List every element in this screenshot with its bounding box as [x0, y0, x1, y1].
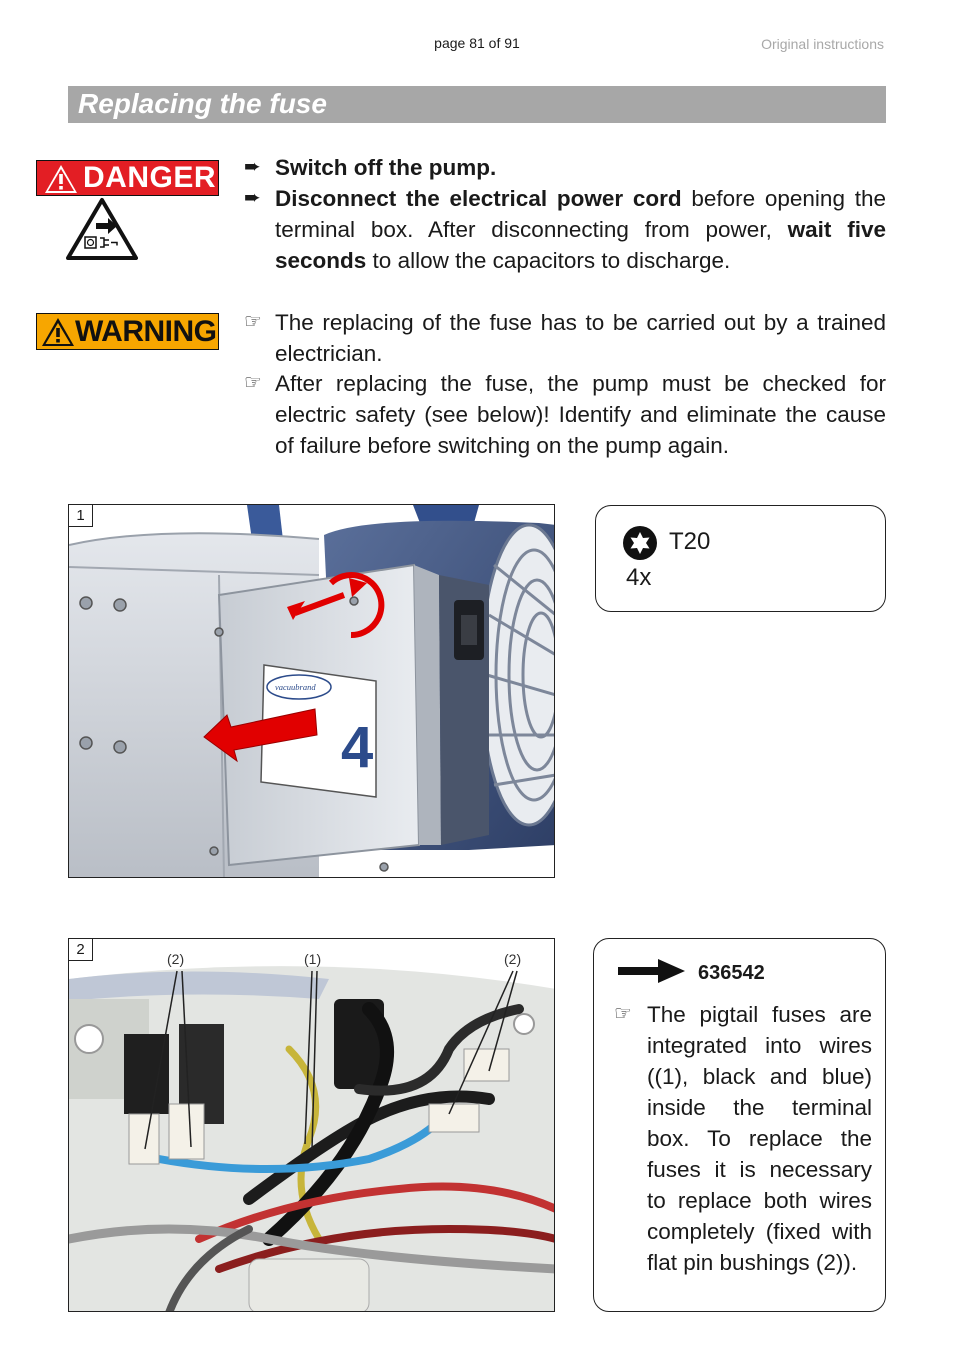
danger-step-2 [244, 183, 886, 276]
danger-text: DANGER [83, 161, 217, 194]
figure-2-terminal-box-photo [68, 938, 555, 1312]
terminal-box-illustration [69, 939, 555, 1312]
figure-number: 1 [69, 505, 93, 527]
arrow-right-icon [618, 958, 686, 984]
warning-text: WARNING [75, 315, 217, 348]
arrow-marker-icon: ➨ [244, 187, 261, 209]
note-text: The pigtail fuses are integrated into wires ((1), black and blue) inside the terminal box. To replace the fuses it is necessary to replace both wires completely (fixed with flat pin bushings (2)). [647, 1002, 872, 1275]
callout-label: (1) [304, 951, 322, 967]
warning-note-2 [244, 368, 886, 461]
step-text: before opening the terminal box. After disconnecting from power, [275, 186, 886, 242]
section-header [68, 86, 886, 123]
step-text-bold: Disconnect the electrical power cord [275, 186, 682, 211]
part-number: 636542 [698, 962, 765, 984]
document-type: Original instructions [761, 36, 884, 52]
danger-label [36, 160, 219, 196]
section-title: Replacing the fuse [78, 88, 327, 119]
warning-triangle-icon [41, 317, 75, 347]
disconnect-power-icon [66, 197, 138, 261]
step-text-2: to allow the capacitors to discharge. [366, 248, 731, 273]
model-digit: 4 [341, 715, 374, 780]
tool-count: 4x [626, 564, 652, 591]
tool-requirement-box [595, 505, 886, 612]
pump-illustration [69, 505, 555, 878]
warning-label [36, 313, 219, 350]
warning-note-1 [244, 307, 886, 369]
figure-1-pump-photo [68, 504, 555, 878]
arrow-marker-icon: ➨ [244, 156, 261, 178]
callout-label: (2) [167, 951, 185, 967]
spare-part-note [614, 999, 872, 1278]
figure-number: 2 [69, 939, 93, 961]
pointing-hand-icon: ☞ [244, 311, 262, 333]
step-text: Switch off the pump. [275, 155, 497, 180]
danger-step-1 [244, 152, 886, 183]
torx-icon [622, 525, 658, 561]
page-number: page 81 of 91 [434, 35, 520, 51]
spare-part-info-box [593, 938, 886, 1312]
tool-type: T20 [669, 528, 711, 555]
note-text: The replacing of the fuse has to be carried out by a trained electrician. [275, 310, 886, 366]
pointing-hand-icon: ☞ [244, 372, 262, 394]
callout-label: (2) [504, 951, 522, 967]
pointing-hand-icon: ☞ [614, 1003, 632, 1025]
note-text: After replacing the fuse, the pump must be checked for electric safety (see below)! Identify and eliminate the cause of failure before switching on the pump again. [275, 371, 886, 458]
warning-triangle-icon [44, 164, 78, 194]
brand-label: vacuubrand [275, 682, 316, 692]
step-text-bold-2: wait five seconds [275, 217, 887, 273]
